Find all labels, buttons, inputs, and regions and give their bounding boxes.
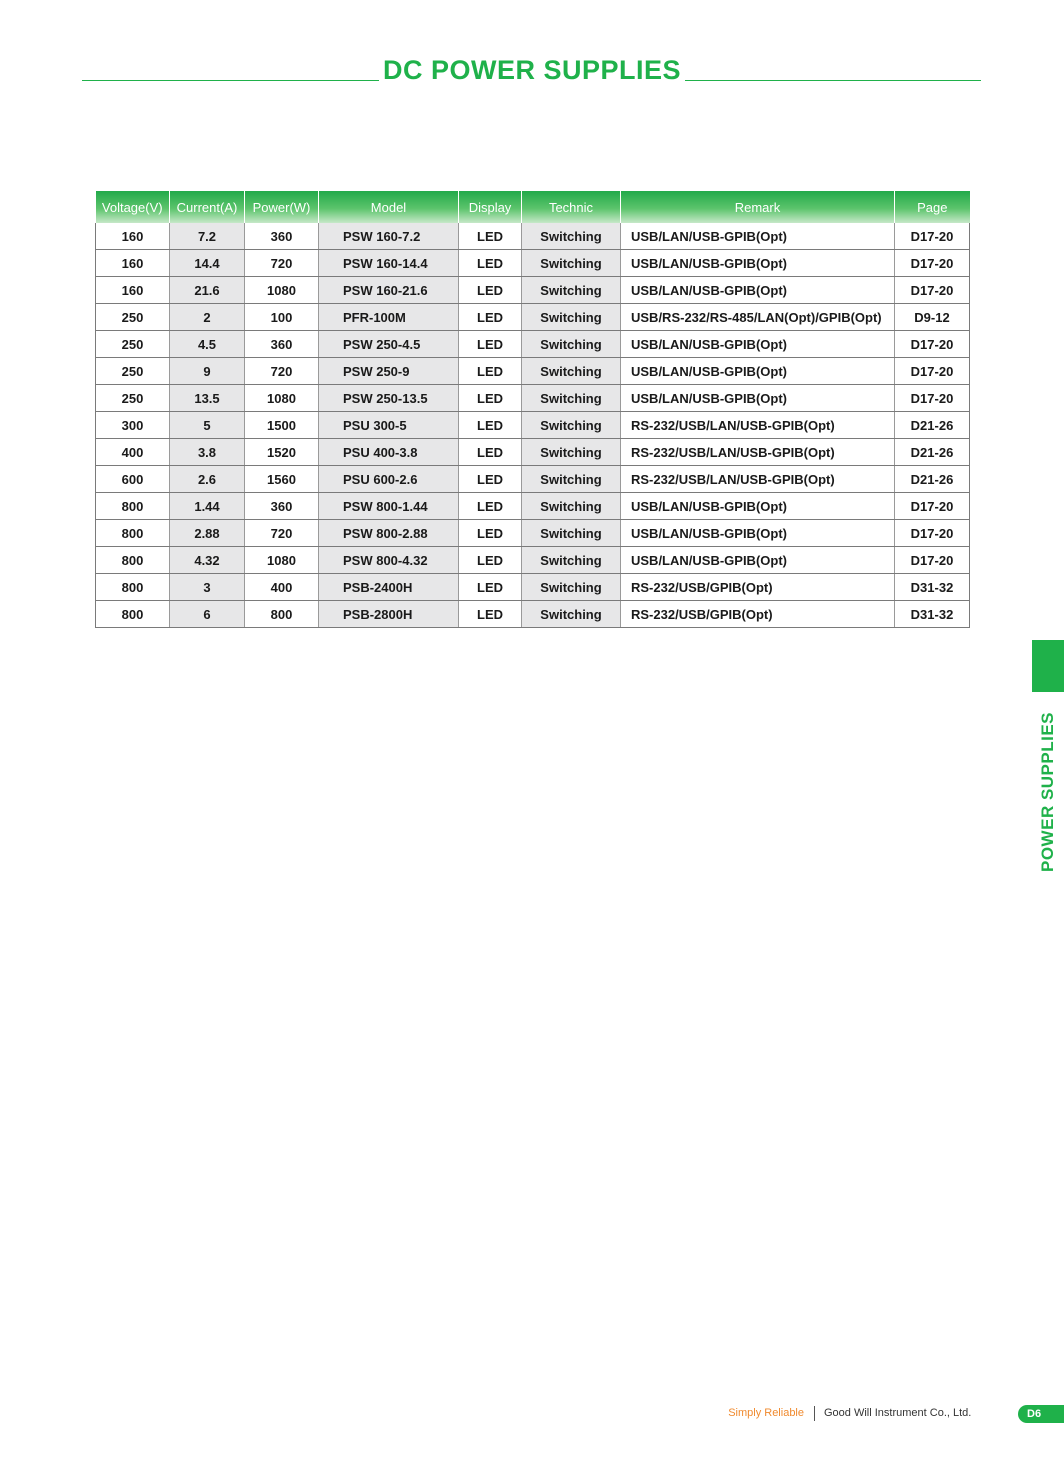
- table-row: [96, 412, 970, 439]
- table-row: [96, 574, 970, 601]
- table-cell-technic: Switching: [522, 385, 621, 412]
- table-cell-technic: Switching: [522, 358, 621, 385]
- table-cell-power: 720: [245, 250, 319, 277]
- table-cell-page: D17-20: [895, 385, 970, 412]
- table-cell-technic: Switching: [522, 601, 621, 628]
- table-cell-model: PSB-2400H: [319, 574, 459, 601]
- table-cell-power: 360: [245, 493, 319, 520]
- table-cell-display: LED: [459, 547, 522, 574]
- table-cell-display: LED: [459, 304, 522, 331]
- table-body: [96, 223, 970, 628]
- table-cell-current: 2.88: [170, 520, 245, 547]
- side-tab-marker: [1032, 640, 1064, 692]
- table-cell-model: PSU 300-5: [319, 412, 459, 439]
- table-cell-technic: Switching: [522, 277, 621, 304]
- table-cell-current: 9: [170, 358, 245, 385]
- table-cell-current: 13.5: [170, 385, 245, 412]
- table-cell-voltage: 600: [96, 466, 170, 493]
- table-cell-remark: USB/LAN/USB-GPIB(Opt): [621, 250, 895, 277]
- table-cell-page: D17-20: [895, 277, 970, 304]
- table-cell-display: LED: [459, 466, 522, 493]
- table-row: [96, 385, 970, 412]
- table-row: [96, 304, 970, 331]
- table-cell-model: PSB-2800H: [319, 601, 459, 628]
- table-cell-power: 1080: [245, 547, 319, 574]
- table-cell-display: LED: [459, 493, 522, 520]
- table-cell-voltage: 160: [96, 223, 170, 250]
- table-cell-power: 720: [245, 520, 319, 547]
- table-cell-power: 720: [245, 358, 319, 385]
- column-header-page: Page: [895, 191, 970, 223]
- table-row: [96, 601, 970, 628]
- table-cell-remark: USB/LAN/USB-GPIB(Opt): [621, 547, 895, 574]
- table-cell-display: LED: [459, 385, 522, 412]
- table-row: [96, 520, 970, 547]
- table-row: [96, 547, 970, 574]
- table-cell-model: PSW 160-14.4: [319, 250, 459, 277]
- column-header-current: Current(A): [170, 191, 245, 223]
- table-cell-remark: RS-232/USB/GPIB(Opt): [621, 601, 895, 628]
- table-cell-power: 360: [245, 223, 319, 250]
- table-cell-voltage: 160: [96, 277, 170, 304]
- table-cell-voltage: 800: [96, 601, 170, 628]
- table-cell-page: D17-20: [895, 250, 970, 277]
- table-cell-power: 1520: [245, 439, 319, 466]
- side-tab-label: POWER SUPPLIES: [1038, 711, 1057, 872]
- table-cell-voltage: 800: [96, 547, 170, 574]
- table-cell-model: PSU 600-2.6: [319, 466, 459, 493]
- table-cell-remark: USB/LAN/USB-GPIB(Opt): [621, 223, 895, 250]
- table-cell-model: PSW 800-2.88: [319, 520, 459, 547]
- table-cell-technic: Switching: [522, 439, 621, 466]
- table-cell-page: D17-20: [895, 331, 970, 358]
- table-cell-technic: Switching: [522, 466, 621, 493]
- table-cell-display: LED: [459, 331, 522, 358]
- page-title: [0, 52, 1064, 88]
- table-cell-page: D21-26: [895, 412, 970, 439]
- table-cell-voltage: 300: [96, 412, 170, 439]
- table-cell-technic: Switching: [522, 493, 621, 520]
- table-cell-display: LED: [459, 439, 522, 466]
- table-cell-model: PSU 400-3.8: [319, 439, 459, 466]
- table-cell-voltage: 800: [96, 574, 170, 601]
- table-cell-display: LED: [459, 358, 522, 385]
- table-cell-page: D17-20: [895, 358, 970, 385]
- table-cell-power: 360: [245, 331, 319, 358]
- table-cell-display: LED: [459, 574, 522, 601]
- table-cell-model: PSW 800-4.32: [319, 547, 459, 574]
- table-cell-display: LED: [459, 223, 522, 250]
- table-cell-remark: RS-232/USB/GPIB(Opt): [621, 574, 895, 601]
- table-cell-voltage: 250: [96, 358, 170, 385]
- column-header-display: Display: [459, 191, 522, 223]
- table-cell-remark: USB/LAN/USB-GPIB(Opt): [621, 277, 895, 304]
- table-row: [96, 358, 970, 385]
- table-cell-current: 2: [170, 304, 245, 331]
- table-cell-voltage: 250: [96, 331, 170, 358]
- table-cell-page: D9-12: [895, 304, 970, 331]
- table-cell-technic: Switching: [522, 331, 621, 358]
- table-cell-display: LED: [459, 601, 522, 628]
- column-header-model: Model: [319, 191, 459, 223]
- table-cell-model: PSW 800-1.44: [319, 493, 459, 520]
- table-cell-technic: Switching: [522, 250, 621, 277]
- table-cell-technic: Switching: [522, 412, 621, 439]
- table-cell-page: D31-32: [895, 574, 970, 601]
- table-cell-current: 21.6: [170, 277, 245, 304]
- table-cell-remark: USB/LAN/USB-GPIB(Opt): [621, 358, 895, 385]
- table-row: [96, 493, 970, 520]
- table-cell-page: D21-26: [895, 466, 970, 493]
- table-cell-power: 1080: [245, 277, 319, 304]
- table-cell-current: 1.44: [170, 493, 245, 520]
- table-cell-page: D17-20: [895, 547, 970, 574]
- table-cell-power: 100: [245, 304, 319, 331]
- table-cell-power: 1080: [245, 385, 319, 412]
- table-cell-current: 2.6: [170, 466, 245, 493]
- table-cell-model: PSW 250-4.5: [319, 331, 459, 358]
- table-row: [96, 223, 970, 250]
- table-cell-current: 7.2: [170, 223, 245, 250]
- table-cell-remark: RS-232/USB/LAN/USB-GPIB(Opt): [621, 439, 895, 466]
- footer-tagline: Simply Reliable: [728, 1407, 804, 1419]
- table-row: [96, 250, 970, 277]
- table-header: [96, 191, 970, 223]
- column-header-power: Power(W): [245, 191, 319, 223]
- table-cell-current: 4.5: [170, 331, 245, 358]
- table-cell-current: 6: [170, 601, 245, 628]
- table-header-row: [96, 191, 970, 223]
- table-cell-remark: USB/LAN/USB-GPIB(Opt): [621, 520, 895, 547]
- footer-page-number: D6: [1018, 1405, 1064, 1423]
- column-header-technic: Technic: [522, 191, 621, 223]
- table-cell-display: LED: [459, 520, 522, 547]
- table-cell-remark: USB/LAN/USB-GPIB(Opt): [621, 331, 895, 358]
- table-cell-voltage: 250: [96, 385, 170, 412]
- table-cell-display: LED: [459, 277, 522, 304]
- page-title-text: DC POWER SUPPLIES: [379, 55, 685, 85]
- column-header-remark: Remark: [621, 191, 895, 223]
- table-cell-remark: USB/LAN/USB-GPIB(Opt): [621, 493, 895, 520]
- table-cell-page: D17-20: [895, 520, 970, 547]
- table-row: [96, 466, 970, 493]
- table-cell-remark: USB/LAN/USB-GPIB(Opt): [621, 385, 895, 412]
- table-row: [96, 439, 970, 466]
- table-cell-power: 1560: [245, 466, 319, 493]
- footer-divider: [814, 1406, 815, 1421]
- table-cell-technic: Switching: [522, 223, 621, 250]
- table-cell-current: 5: [170, 412, 245, 439]
- table-cell-current: 4.32: [170, 547, 245, 574]
- table-cell-page: D17-20: [895, 223, 970, 250]
- table-cell-current: 14.4: [170, 250, 245, 277]
- table-cell-technic: Switching: [522, 547, 621, 574]
- table-cell-voltage: 400: [96, 439, 170, 466]
- table-cell-technic: Switching: [522, 574, 621, 601]
- table-cell-page: D21-26: [895, 439, 970, 466]
- table-cell-display: LED: [459, 412, 522, 439]
- column-header-voltage: Voltage(V): [96, 191, 170, 223]
- table-cell-voltage: 250: [96, 304, 170, 331]
- table-cell-technic: Switching: [522, 520, 621, 547]
- table-cell-model: PSW 160-21.6: [319, 277, 459, 304]
- table-cell-voltage: 800: [96, 493, 170, 520]
- table-cell-model: PSW 160-7.2: [319, 223, 459, 250]
- table-cell-page: D31-32: [895, 601, 970, 628]
- table-cell-current: 3: [170, 574, 245, 601]
- table-cell-remark: RS-232/USB/LAN/USB-GPIB(Opt): [621, 412, 895, 439]
- table-row: [96, 277, 970, 304]
- footer-company: Good Will Instrument Co., Ltd.: [824, 1407, 972, 1419]
- product-table: [95, 191, 970, 628]
- table-cell-remark: USB/RS-232/RS-485/LAN(Opt)/GPIB(Opt): [621, 304, 895, 331]
- table-cell-power: 800: [245, 601, 319, 628]
- table-cell-power: 400: [245, 574, 319, 601]
- table-cell-power: 1500: [245, 412, 319, 439]
- table-cell-voltage: 800: [96, 520, 170, 547]
- table-cell-display: LED: [459, 250, 522, 277]
- table-row: [96, 331, 970, 358]
- table-cell-model: PFR-100M: [319, 304, 459, 331]
- table-cell-current: 3.8: [170, 439, 245, 466]
- table-cell-technic: Switching: [522, 304, 621, 331]
- table-cell-remark: RS-232/USB/LAN/USB-GPIB(Opt): [621, 466, 895, 493]
- table-cell-voltage: 160: [96, 250, 170, 277]
- table-cell-model: PSW 250-9: [319, 358, 459, 385]
- table-cell-model: PSW 250-13.5: [319, 385, 459, 412]
- table-cell-page: D17-20: [895, 493, 970, 520]
- footer: [0, 1405, 1064, 1425]
